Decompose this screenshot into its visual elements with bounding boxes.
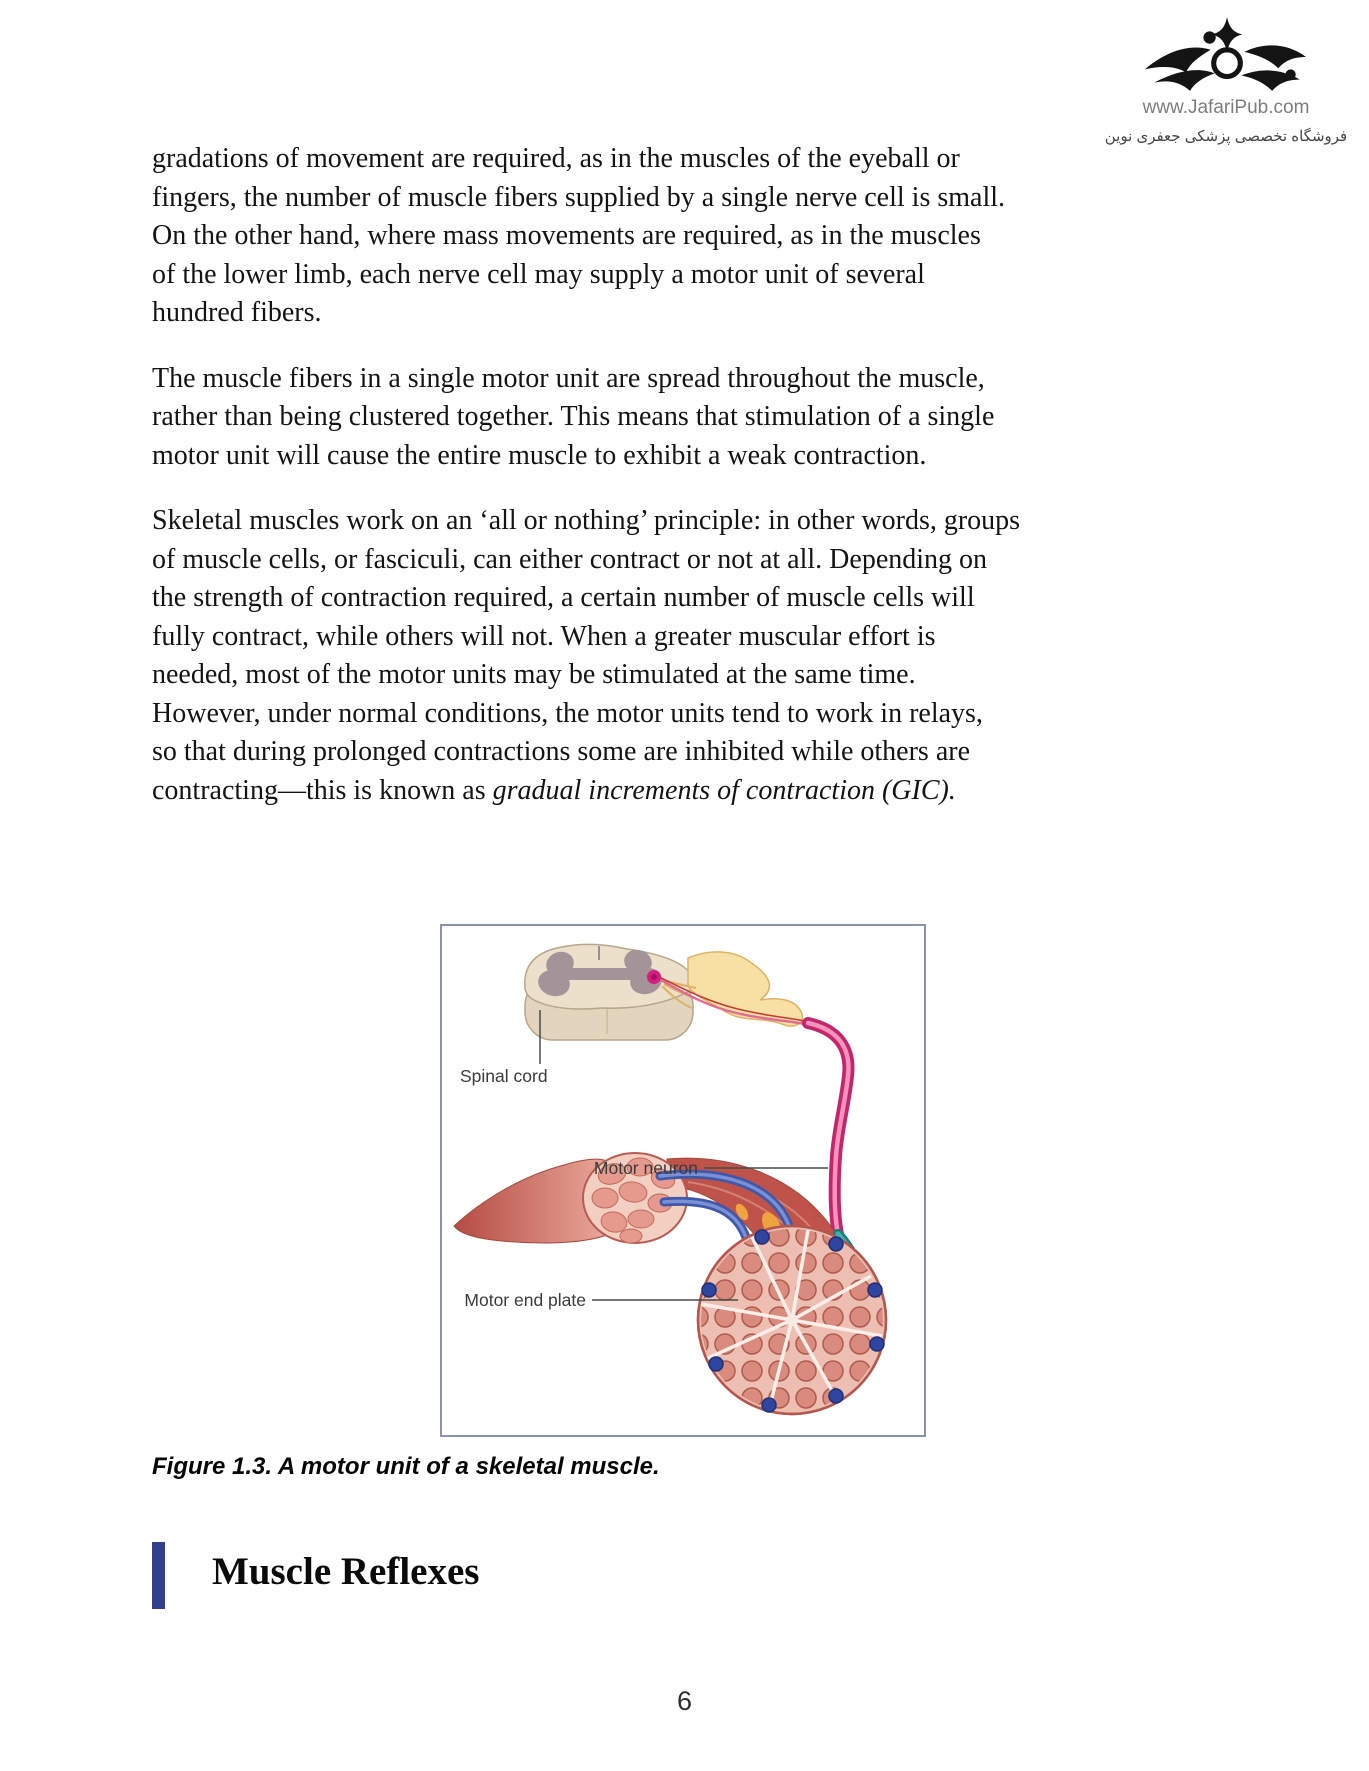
motor-neuron-axon-drawing (808, 1023, 848, 1234)
motor-neuron-label: Motor neuron (593, 1158, 698, 1178)
figure-caption: Figure 1.3. A motor unit of a skeletal muscle. (152, 1453, 660, 1480)
publisher-subtitle-farsi: فروشگاه تخصصی پزشکی جعفری نوین (1104, 128, 1348, 145)
figure-1-3 (440, 924, 926, 1437)
body-paragraphs (152, 140, 1020, 810)
motor-unit-illustration (442, 926, 920, 1431)
section-heading: Muscle Reflexes (212, 1550, 480, 1593)
paragraph: gradations of movement are required, as in the muscles of the eyeball or fingers, the number of muscle fibers supplied by a single nerve cell is small. On the other hand, where mass movements are required, as in the muscles of the lower limb, each nerve cell may supply a motor unit of several hundred fibers. (152, 143, 1006, 328)
heading-accent-bar (152, 1542, 165, 1609)
publisher-logo-block (1075, 16, 1369, 145)
paragraph: The muscle fibers in a single motor unit are spread throughout the muscle, rather than being clustered together. This means that stimulation of a single motor unit will cause the entire muscle to exhibit a weak contraction. (152, 362, 995, 471)
muscle-cross-section-drawing (698, 1226, 886, 1414)
page-number: 6 (676, 1686, 693, 1716)
spinal-cord-label: Spinal cord (460, 1066, 548, 1086)
publisher-url: www.JafariPub.com (1142, 97, 1310, 118)
paragraph: Skeletal muscles work on an ‘all or nothing’ principle: in other words, groups of muscle cells, or fasciculi, can either contract or not at all. Depending on the strength of contraction required, a certain number of muscle cells will fully contract, while others will not. When a greater muscular effort is needed, most of the motor units may be stimulated at the same time. However, under normal conditions, the motor units tend to work in relays, so that during prolonged contractions some are inhibited while others are contracting—this is known as gradual increments of contraction (GIC). (152, 505, 1021, 806)
motor-end-plate-label: Motor end plate (464, 1290, 586, 1310)
jafaripub-logo-icon (1138, 16, 1314, 96)
